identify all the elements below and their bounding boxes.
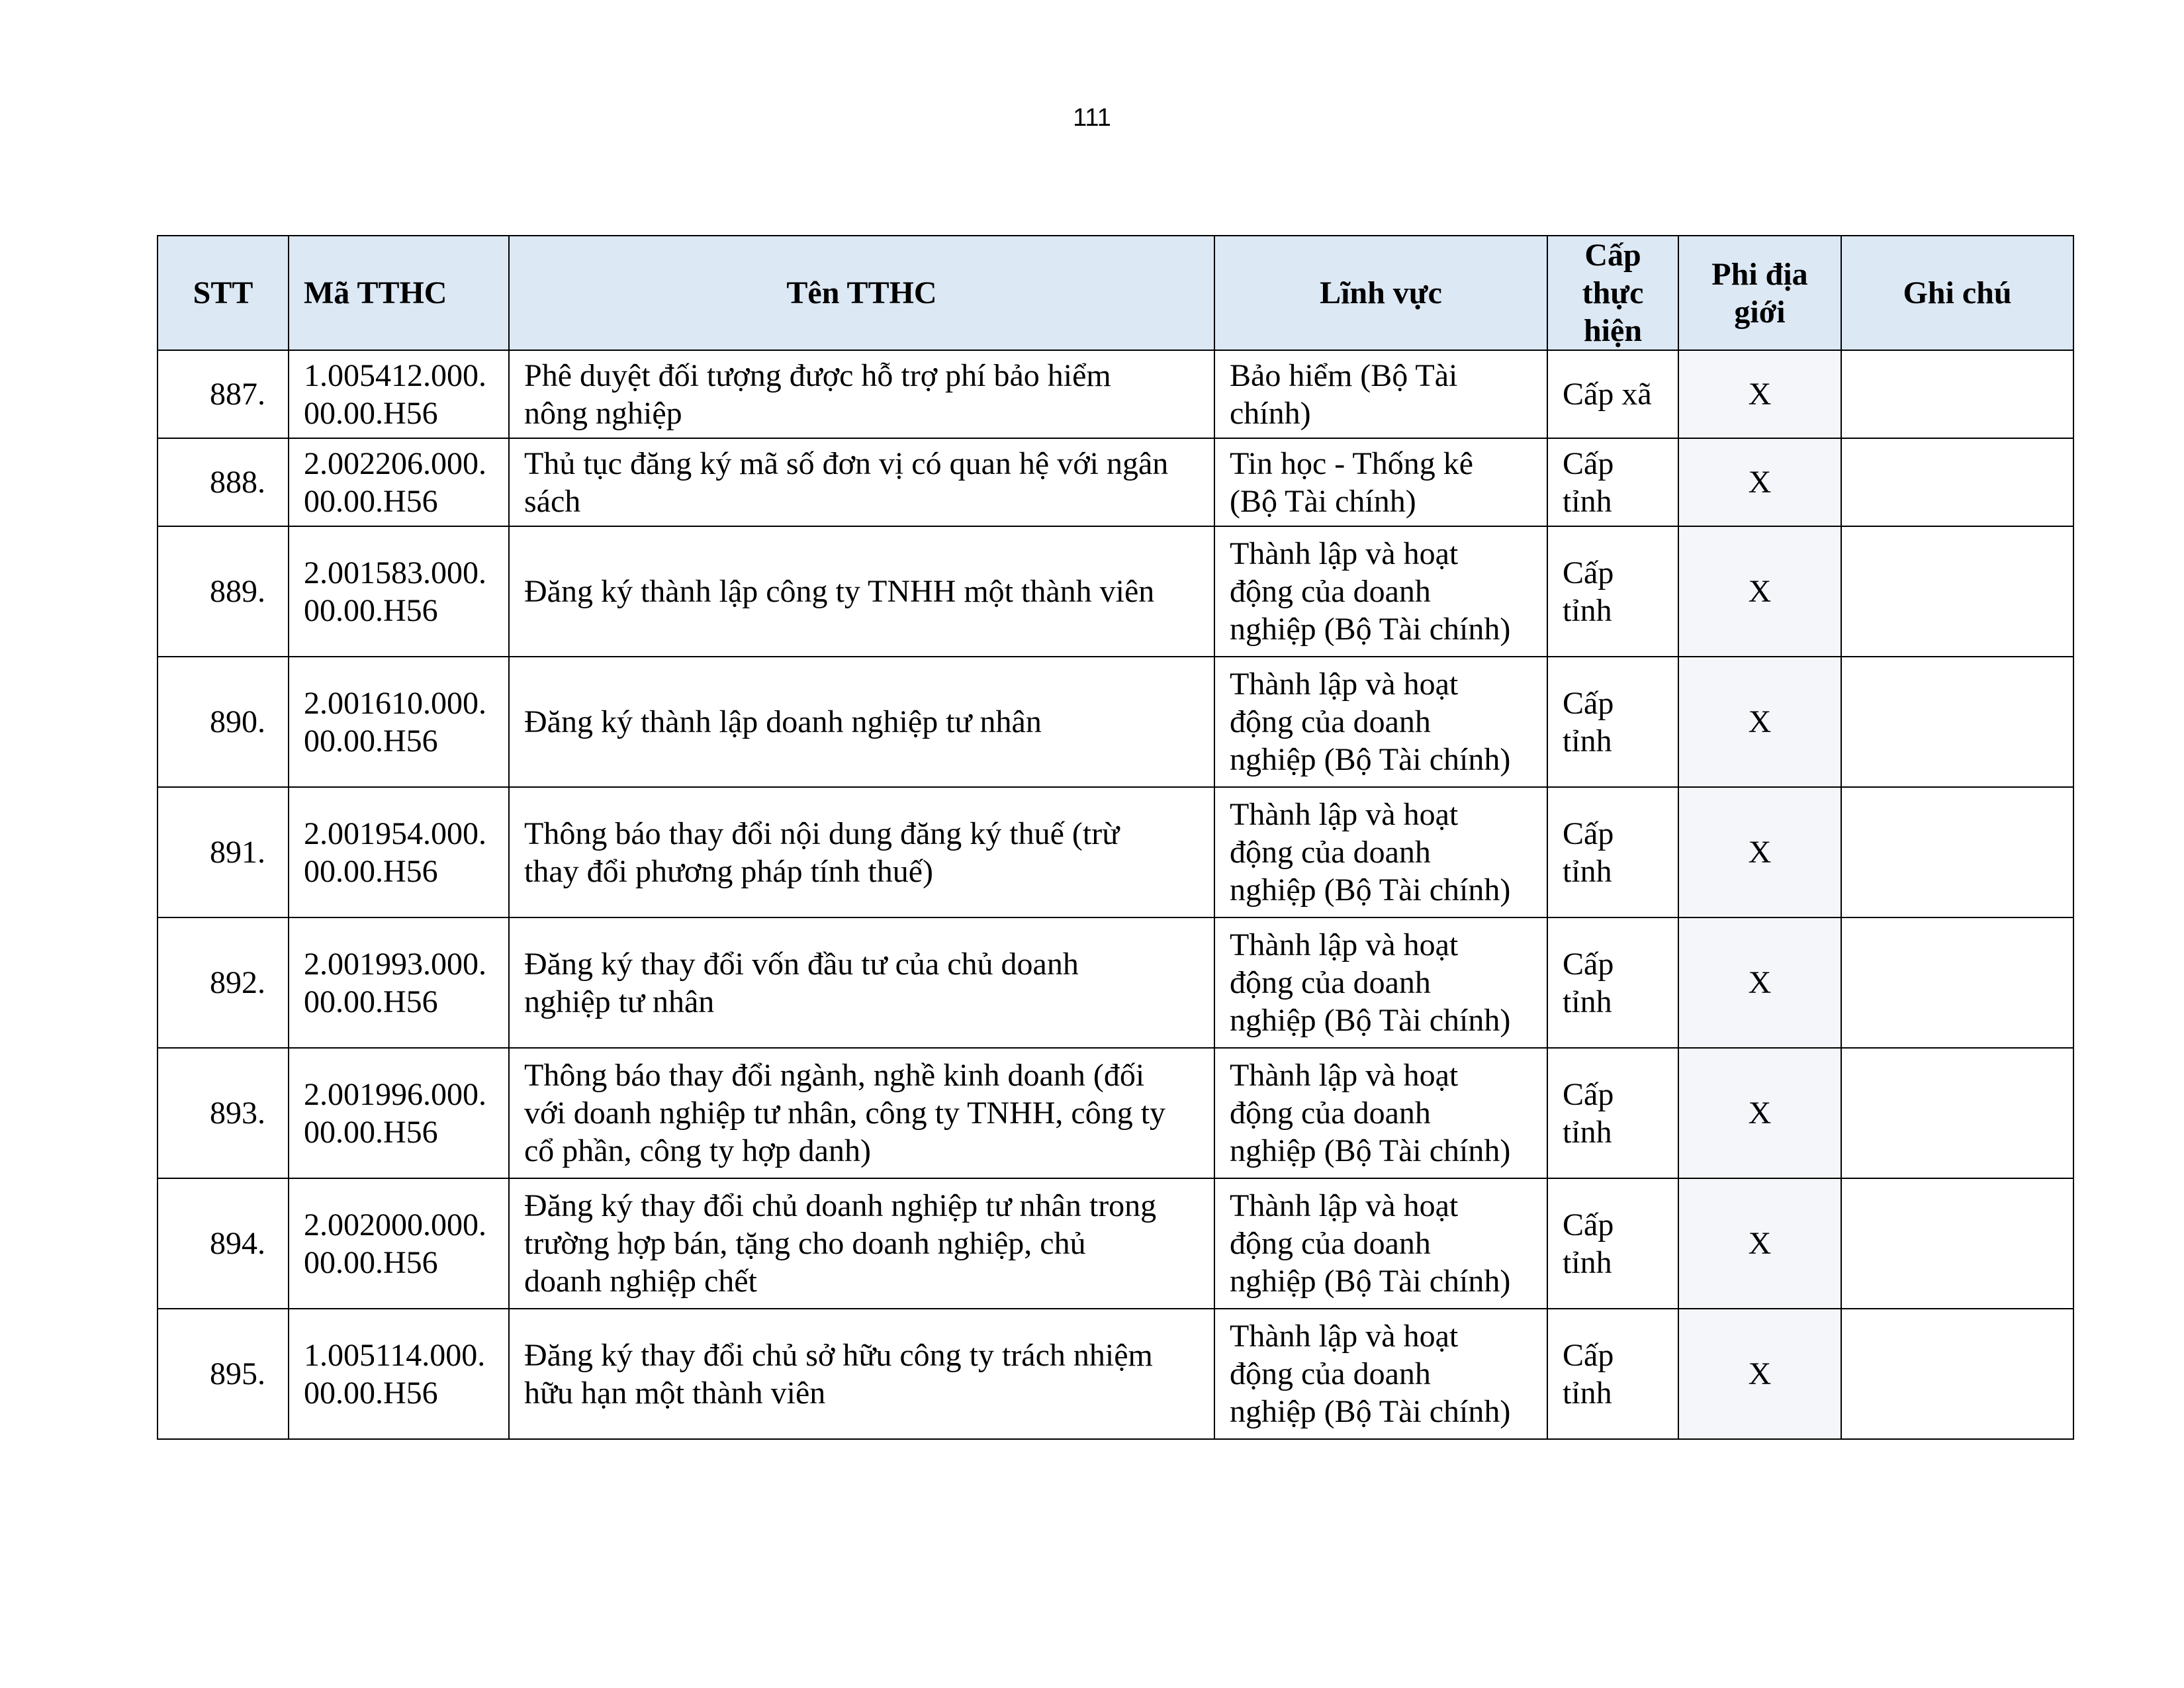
phi-dia-gioi-cell: X [1678,657,1841,787]
stt-cell: 889. [158,526,289,657]
ten-tthc-cell [509,438,1214,526]
ghi-chu-cell [1841,350,2073,438]
linh-vuc-cell-line: động của doanh [1230,574,1431,609]
ma-tthc-cell [289,526,509,657]
cap-thuc-hien-cell-line: tỉnh [1563,483,1612,519]
stt-cell: 892. [158,917,289,1048]
ten-tthc-cell-line: nông nghiệp [524,395,682,431]
ghi-chu-cell [1841,787,2073,917]
ma-tthc-cell-line: 2.001993.000. [304,946,486,982]
linh-vuc-cell-line: nghiệp (Bộ Tài chính) [1230,1264,1511,1299]
ghi-chu-cell [1841,1309,2073,1439]
phi-dia-gioi-cell: X [1678,917,1841,1048]
ten-tthc-cell-line: sách [524,483,581,519]
linh-vuc-cell-line: Tin học - Thống kê [1230,445,1474,481]
ma-tthc-cell-line: 00.00.H56 [304,1244,438,1280]
linh-vuc-cell-line: động của doanh [1230,1226,1431,1261]
table-row [158,787,2073,917]
header-ten-tthc: Tên TTHC [509,236,1214,350]
cap-thuc-hien-cell-line: tỉnh [1563,1244,1612,1280]
linh-vuc-cell-line: Thành lập và hoạt [1230,1319,1459,1354]
cap-thuc-hien-cell [1547,438,1678,526]
linh-vuc-cell [1214,657,1547,787]
ma-tthc-cell-line: 2.001610.000. [304,685,486,721]
cap-thuc-hien-cell-line: Cấp [1563,816,1614,851]
header-stt: STT [158,236,289,350]
ma-tthc-cell-line: 1.005114.000. [304,1337,486,1373]
ten-tthc-cell-line: Thông báo thay đổi nội dung đăng ký thuế (trừ [524,816,1120,851]
header-phi-dia-gioi-line: Phi địa [1711,256,1808,292]
linh-vuc-cell-line: nghiệp (Bộ Tài chính) [1230,742,1511,777]
table-row [158,917,2073,1048]
ghi-chu-cell [1841,657,2073,787]
table-row [158,1178,2073,1309]
ma-tthc-cell-line: 00.00.H56 [304,984,438,1019]
table-row [158,438,2073,526]
cap-thuc-hien-cell [1547,1309,1678,1439]
linh-vuc-cell [1214,787,1547,917]
header-linh-vuc: Lĩnh vực [1214,236,1547,350]
stt-cell: 888. [158,438,289,526]
linh-vuc-cell [1214,350,1547,438]
ten-tthc-cell [509,917,1214,1048]
header-row [158,236,2073,350]
cap-thuc-hien-cell-line: tỉnh [1563,723,1612,759]
cap-thuc-hien-cell-line: Cấp xã [1563,377,1652,412]
ma-tthc-cell-line: 1.005412.000. [304,357,486,393]
header-phi-dia-gioi [1678,236,1841,350]
ghi-chu-cell [1841,917,2073,1048]
phi-dia-gioi-cell: X [1678,350,1841,438]
cap-thuc-hien-cell [1547,1178,1678,1309]
linh-vuc-cell-line: Thành lập và hoạt [1230,667,1459,702]
table-body [158,350,2073,1439]
ma-tthc-cell [289,350,509,438]
ten-tthc-cell-line: Đăng ký thay đổi chủ doanh nghiệp tư nhân trong [524,1188,1157,1223]
cap-thuc-hien-cell-line: tỉnh [1563,592,1612,628]
phi-dia-gioi-cell: X [1678,438,1841,526]
cap-thuc-hien-cell [1547,657,1678,787]
phi-dia-gioi-cell: X [1678,526,1841,657]
ma-tthc-cell-line: 00.00.H56 [304,592,438,628]
ghi-chu-cell [1841,1048,2073,1178]
linh-vuc-cell [1214,526,1547,657]
ten-tthc-cell-line: cổ phần, công ty hợp danh) [524,1133,871,1168]
phi-dia-gioi-cell: X [1678,1309,1841,1439]
cap-thuc-hien-cell-line: Cấp [1563,685,1614,721]
linh-vuc-cell-line: nghiệp (Bộ Tài chính) [1230,612,1511,647]
ma-tthc-cell-line: 00.00.H56 [304,1375,438,1411]
table-row [158,657,2073,787]
linh-vuc-cell [1214,917,1547,1048]
table-row [158,1309,2073,1439]
stt-cell: 891. [158,787,289,917]
ma-tthc-cell-line: 00.00.H56 [304,1114,438,1150]
cap-thuc-hien-cell [1547,917,1678,1048]
ten-tthc-cell [509,1309,1214,1439]
cap-thuc-hien-cell-line: tỉnh [1563,1375,1612,1411]
ma-tthc-cell [289,1048,509,1178]
cap-thuc-hien-cell-line: tỉnh [1563,984,1612,1019]
phi-dia-gioi-cell: X [1678,1048,1841,1178]
linh-vuc-cell-line: Thành lập và hoạt [1230,1058,1459,1093]
cap-thuc-hien-cell [1547,350,1678,438]
header-cap-thuc-hien-line: thực [1582,275,1644,310]
ten-tthc-cell [509,526,1214,657]
ma-tthc-cell [289,787,509,917]
linh-vuc-cell-line: nghiệp (Bộ Tài chính) [1230,1394,1511,1429]
linh-vuc-cell-line: Thành lập và hoạt [1230,927,1459,962]
linh-vuc-cell-line: động của doanh [1230,704,1431,739]
cap-thuc-hien-cell-line: tỉnh [1563,853,1612,889]
cap-thuc-hien-cell-line: Cấp [1563,445,1614,481]
ma-tthc-cell-line: 00.00.H56 [304,723,438,759]
table-row [158,526,2073,657]
ma-tthc-cell-line: 2.002000.000. [304,1207,486,1243]
ten-tthc-cell-line: trường hợp bán, tặng cho doanh nghiệp, chủ [524,1226,1086,1261]
phi-dia-gioi-cell: X [1678,787,1841,917]
linh-vuc-cell-line: Thành lập và hoạt [1230,1188,1459,1223]
procedures-table [157,235,2074,1440]
ten-tthc-cell-line: nghiệp tư nhân [524,984,715,1019]
linh-vuc-cell-line: Bảo hiểm (Bộ Tài [1230,357,1458,393]
ma-tthc-cell-line: 00.00.H56 [304,853,438,889]
ten-tthc-cell-line: Thủ tục đăng ký mã số đơn vị có quan hệ với ngân [524,445,1169,481]
linh-vuc-cell-line: động của doanh [1230,965,1431,1000]
linh-vuc-cell-line: nghiệp (Bộ Tài chính) [1230,872,1511,908]
ten-tthc-cell [509,787,1214,917]
table-header [158,236,2073,350]
ten-tthc-cell-line: hữu hạn một thành viên [524,1375,826,1411]
table-row [158,1048,2073,1178]
linh-vuc-cell-line: động của doanh [1230,835,1431,870]
ghi-chu-cell [1841,1178,2073,1309]
phi-dia-gioi-cell: X [1678,1178,1841,1309]
ten-tthc-cell [509,1178,1214,1309]
ma-tthc-cell [289,657,509,787]
stt-cell: 887. [158,350,289,438]
linh-vuc-cell-line: Thành lập và hoạt [1230,536,1459,571]
page-number: 111 [1073,104,1111,132]
stt-cell: 895. [158,1309,289,1439]
ma-tthc-cell-line: 2.002206.000. [304,445,486,481]
ten-tthc-cell-line: Thông báo thay đổi ngành, nghề kinh doanh (đối [524,1058,1145,1093]
ma-tthc-cell [289,438,509,526]
ten-tthc-cell-line: với doanh nghiệp tư nhân, công ty TNHH, công ty [524,1096,1166,1131]
header-cap-thuc-hien-line: hiện [1583,313,1643,348]
stt-cell: 893. [158,1048,289,1178]
header-phi-dia-gioi-line: giới [1734,294,1786,330]
ten-tthc-cell [509,657,1214,787]
cap-thuc-hien-cell-line: Cấp [1563,1076,1614,1112]
header-cap-thuc-hien [1547,236,1678,350]
ten-tthc-cell-line: Đăng ký thành lập công ty TNHH một thành viên [524,574,1155,609]
cap-thuc-hien-cell [1547,787,1678,917]
stt-cell: 890. [158,657,289,787]
header-ghi-chu: Ghi chú [1841,236,2073,350]
ma-tthc-cell-line: 2.001954.000. [304,816,486,851]
cap-thuc-hien-cell-line: Cấp [1563,555,1614,590]
ten-tthc-cell-line: Đăng ký thay đổi chủ sở hữu công ty trách nhiệm [524,1337,1153,1373]
linh-vuc-cell-line: Thành lập và hoạt [1230,797,1459,832]
header-ma-tthc: Mã TTHC [289,236,509,350]
cap-thuc-hien-cell [1547,526,1678,657]
cap-thuc-hien-cell [1547,1048,1678,1178]
cap-thuc-hien-cell-line: Cấp [1563,1207,1614,1243]
stt-cell: 894. [158,1178,289,1309]
linh-vuc-cell [1214,438,1547,526]
ma-tthc-cell [289,917,509,1048]
ma-tthc-cell-line: 00.00.H56 [304,395,438,431]
linh-vuc-cell-line: động của doanh [1230,1356,1431,1391]
ma-tthc-cell [289,1309,509,1439]
ten-tthc-cell-line: doanh nghiệp chết [524,1264,757,1299]
linh-vuc-cell-line: (Bộ Tài chính) [1230,483,1416,519]
linh-vuc-cell-line: nghiệp (Bộ Tài chính) [1230,1003,1511,1038]
cap-thuc-hien-cell-line: Cấp [1563,1337,1614,1373]
ten-tthc-cell-line: Phê duyệt đối tượng được hỗ trợ phí bảo hiểm [524,357,1111,393]
ma-tthc-cell [289,1178,509,1309]
linh-vuc-cell [1214,1309,1547,1439]
cap-thuc-hien-cell-line: Cấp [1563,946,1614,982]
ma-tthc-cell-line: 2.001583.000. [304,555,486,590]
linh-vuc-cell [1214,1048,1547,1178]
ten-tthc-cell-line: thay đổi phương pháp tính thuế) [524,853,933,889]
ghi-chu-cell [1841,438,2073,526]
table-row [158,350,2073,438]
ten-tthc-cell-line: Đăng ký thay đổi vốn đầu tư của chủ doanh [524,946,1079,982]
header-cap-thuc-hien-line: Cấp [1584,238,1641,273]
linh-vuc-cell-line: nghiệp (Bộ Tài chính) [1230,1133,1511,1168]
ma-tthc-cell-line: 00.00.H56 [304,483,438,519]
ten-tthc-cell [509,1048,1214,1178]
ten-tthc-cell-line: Đăng ký thành lập doanh nghiệp tư nhân [524,704,1042,739]
cap-thuc-hien-cell-line: tỉnh [1563,1114,1612,1150]
ten-tthc-cell [509,350,1214,438]
linh-vuc-cell-line: chính) [1230,395,1311,431]
ma-tthc-cell-line: 2.001996.000. [304,1076,486,1112]
linh-vuc-cell [1214,1178,1547,1309]
linh-vuc-cell-line: động của doanh [1230,1096,1431,1131]
ghi-chu-cell [1841,526,2073,657]
